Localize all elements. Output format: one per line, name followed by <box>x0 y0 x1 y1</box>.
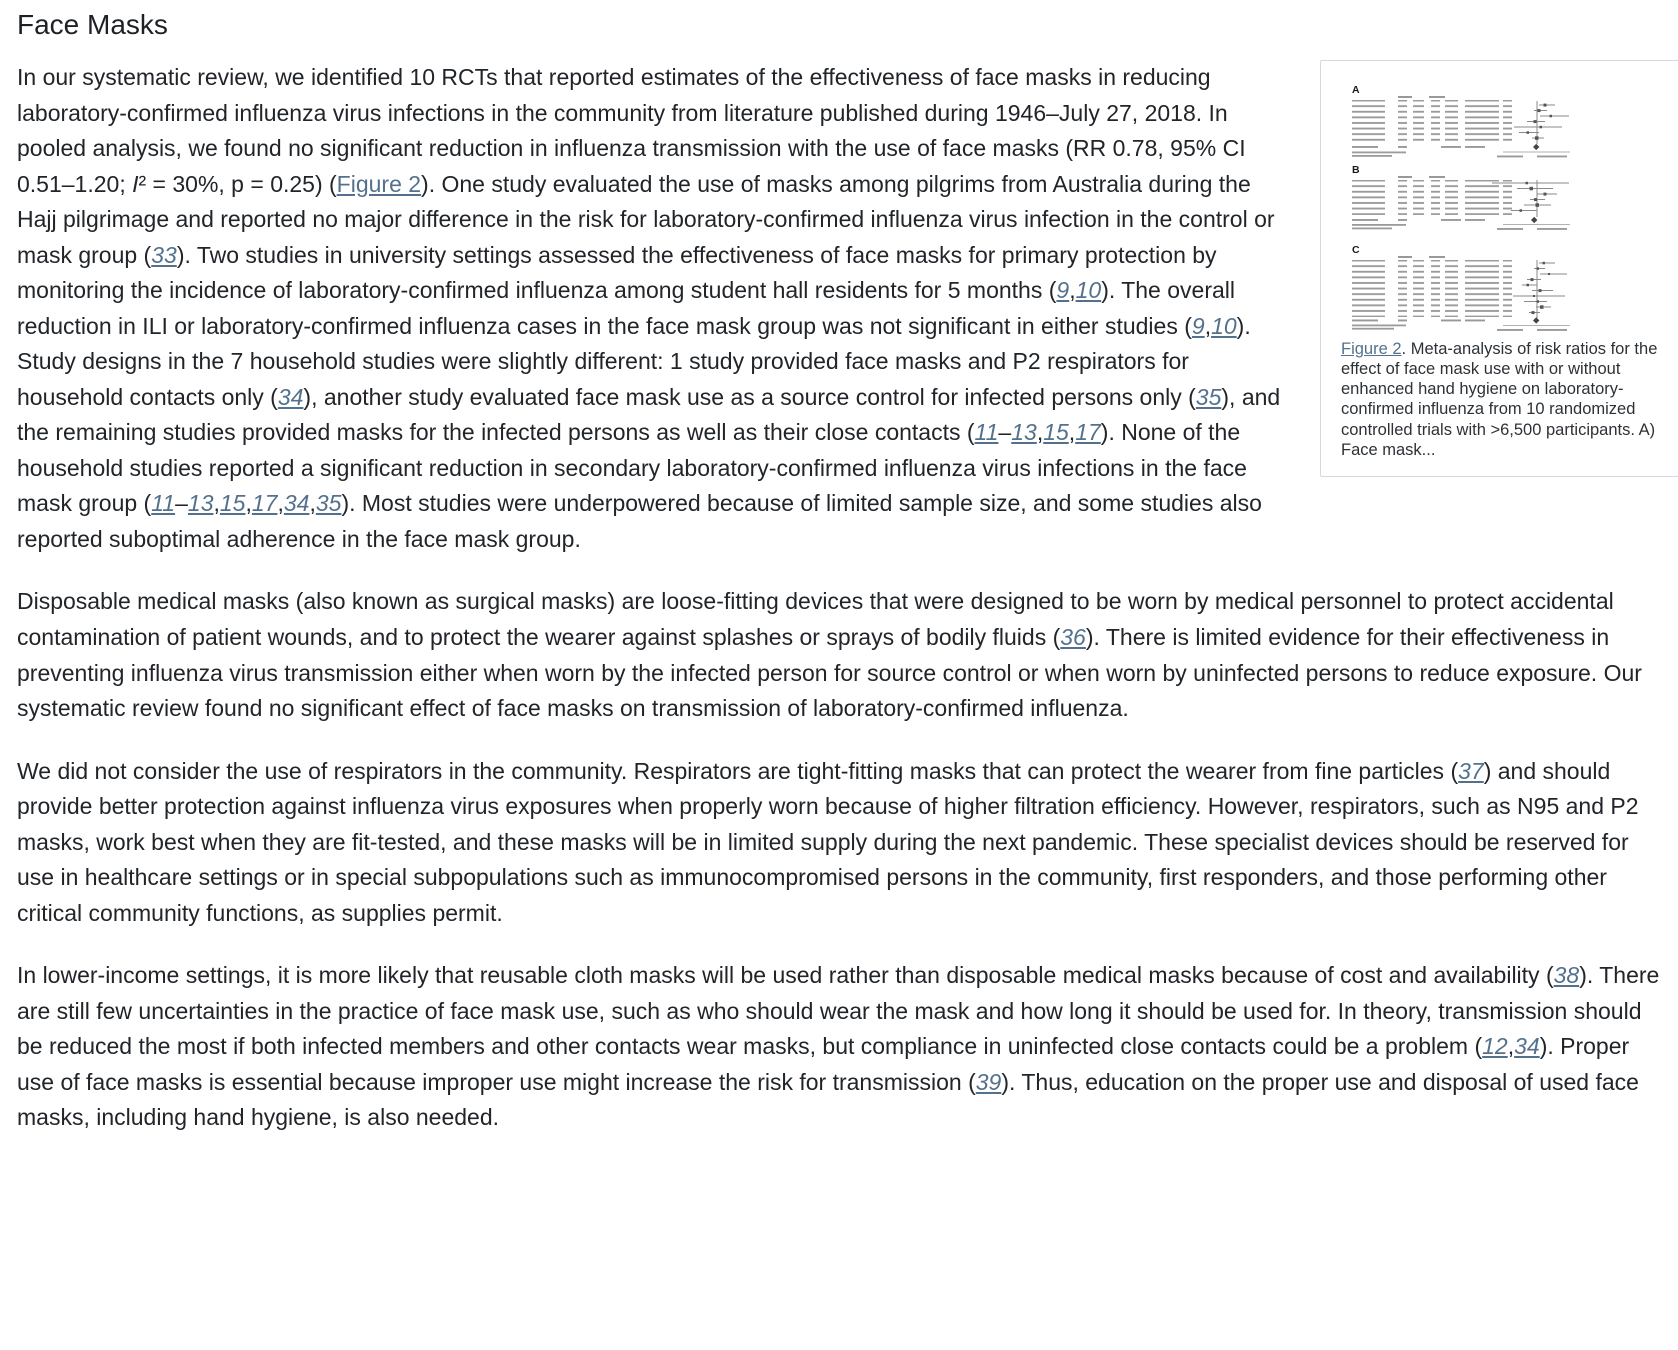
reference-link[interactable]: 34 <box>1514 1033 1540 1060</box>
figure2-caption: Figure 2. Meta-analysis of risk ratios for the effect of face mask use with or without enhanced hand hygiene on laboratory-confirmed influenza from 10 randomized controlled trials with >6,500 participants. A) Face mask... <box>1341 340 1658 459</box>
figure-panel-label: A <box>1352 84 1360 96</box>
reference-link[interactable]: 35 <box>315 490 342 517</box>
reference-link[interactable]: 9 <box>1056 277 1070 304</box>
reference-link[interactable]: 9 <box>1191 312 1205 339</box>
reference-link[interactable]: 13 <box>187 490 214 517</box>
paragraph-2: Disposable medical masks (also known as surgical masks) are loose-fitting devices that were designed to be worn by medical personnel to protect accidental contamination of patient wounds, and to protect the wearer against splashes or sprays of bodily fluids (36). There is limited evidence for their effectiveness in preventing influenza virus transmission either when worn by the infected person for source control or when worn by uninfected persons to reduce exposure. Our systematic review found no significant effect of face masks on transmission of laboratory-confirmed influenza. <box>17 588 1642 722</box>
paragraph-4: In lower-income settings, it is more likely that reusable cloth masks will be used rather than disposable medical masks because of cost and availability (38). There are still few uncertainties in the practice of face mask use, such as who should wear the mask and how long it should be used for. In theory, transmission should be reduced the most if both infected members and other contacts wear masks, but compliance in uninfected close contacts could be a problem (12,34). Proper use of face masks is essential because improper use might increase the risk for transmission (39). Thus, education on the proper use and disposal of used face masks, including hand hygiene, is also needed. <box>17 962 1660 1131</box>
figure2-thumbnail[interactable] <box>1341 81 1573 331</box>
forest-panel-a <box>1352 84 1570 157</box>
reference-link[interactable]: 13 <box>1011 419 1037 446</box>
reference-link[interactable]: 10 <box>1211 312 1237 339</box>
figure2-link[interactable]: Figure 2 <box>336 170 422 197</box>
italic-text: I <box>132 170 139 197</box>
reference-link[interactable]: 37 <box>1458 757 1484 784</box>
reference-link[interactable]: 15 <box>1043 419 1069 446</box>
section-title: Face Masks <box>17 9 168 40</box>
figure-panel-label: B <box>1352 164 1360 176</box>
reference-link[interactable]: 10 <box>1075 277 1102 304</box>
reference-link[interactable]: 17 <box>1075 419 1101 446</box>
forest-panel-b <box>1352 164 1570 230</box>
reference-link[interactable]: 17 <box>251 490 278 517</box>
forest-panel-c <box>1352 244 1570 331</box>
paragraph-1: In our systematic review, we identified 10 RCTs that reported estimates of the effectiveness of face masks in reducing laboratory-confirmed influenza virus infections in the community from literature published during 1946–July 27, 2018. In pooled analysis, we found no significant reduction in influenza transmission with the use of face masks (RR 0.78, 95% CI 0.51–1.20; I² = 30%, p = 0.25) (Figure 2). One study evaluated the use of masks among pilgrims from Australia during the Hajj pilgrimage and reported no major difference in the risk for laboratory-confirmed influenza virus infection in the control or mask group (33). Two studies in university settings assessed the effectiveness of face masks for primary protection by monitoring the incidence of laboratory-confirmed influenza among student hall residents for 5 months (9,10). The overall reduction in ILI or laboratory-confirmed influenza cases in the face mask group was not significant in either studies (9,10). Study designs in the 7 household studies were slightly different: 1 study provided face masks and P2 respirators for household contacts only (34), another study evaluated face mask use as a source control for infected persons only (35), and the remaining studies provided masks for the infected persons as well as their close contacts (11–13,15,17). None of the household studies reported a significant reduction in secondary laboratory-confirmed influenza virus infections in the face mask group (11–13,15,17,34,35). Most studies were underpowered because of limited sample size, and some studies also reported suboptimal adherence in the face mask group. <box>17 64 1281 552</box>
reference-link[interactable]: 12 <box>1482 1033 1508 1060</box>
reference-link[interactable]: 15 <box>219 490 246 517</box>
figure2-card <box>1320 60 1678 477</box>
forest-plot-thumbnail-svg <box>1341 81 1573 331</box>
reference-link[interactable]: 33 <box>151 241 177 268</box>
reference-link[interactable]: 34 <box>277 383 304 410</box>
paragraph-3: We did not consider the use of respirators in the community. Respirators are tight-fitting masks that can protect the wearer from fine particles (37) and should provide better protection against influenza virus exposures when properly worn because of higher filtration efficiency. However, respirators, such as N95 and P2 masks, work best when they are fit-tested, and these masks will be in limited supply during the next pandemic. These specialist devices should be reserved for use in healthcare settings or in special subpopulations such as immunocompromised persons in the community, first responders, and those performing other critical community functions, as supplies permit. <box>17 757 1639 926</box>
reference-link[interactable]: 36 <box>1060 623 1086 650</box>
figure-panel-label: C <box>1352 244 1360 256</box>
reference-link[interactable]: 38 <box>1553 962 1580 989</box>
reference-link[interactable]: 35 <box>1195 383 1222 410</box>
reference-link[interactable]: 11 <box>151 490 176 517</box>
reference-link[interactable]: 34 <box>283 490 310 517</box>
reference-link[interactable]: 11 <box>974 419 999 446</box>
figure2-link[interactable]: Figure 2 <box>1341 340 1402 358</box>
reference-link[interactable]: 39 <box>975 1068 1002 1095</box>
